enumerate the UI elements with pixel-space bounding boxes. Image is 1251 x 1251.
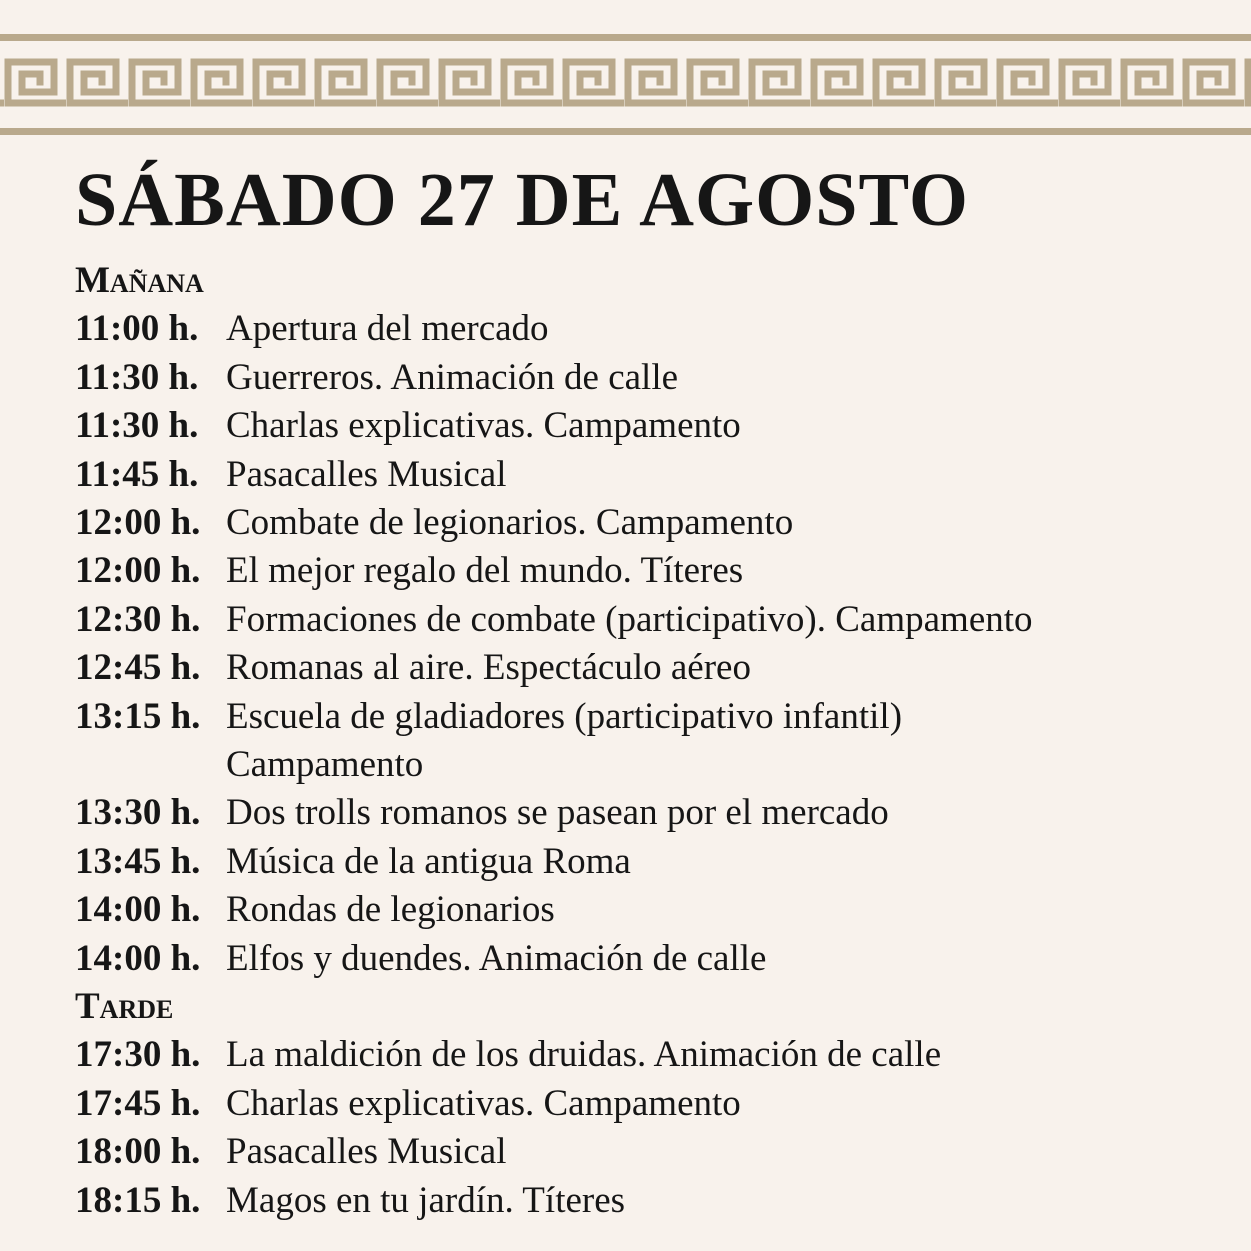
schedule-row bbox=[75, 305, 1225, 353]
event-time: 14:00 h. bbox=[75, 889, 201, 931]
event-time: 13:15 h. bbox=[75, 695, 201, 737]
event-description: Pasacalles Musical bbox=[226, 1131, 507, 1173]
schedule-row bbox=[75, 1177, 1225, 1225]
greek-key-border-icon bbox=[0, 34, 1251, 135]
event-time: 17:30 h. bbox=[75, 1034, 201, 1076]
schedule-row bbox=[75, 354, 1225, 402]
schedule-row bbox=[75, 547, 1225, 595]
event-description: Charlas explicativas. Campamento bbox=[226, 405, 741, 447]
event-time: 18:15 h. bbox=[75, 1179, 201, 1221]
schedule-row bbox=[75, 451, 1225, 499]
page-title: SÁBADO 27 DE AGOSTO bbox=[75, 158, 969, 242]
schedule bbox=[75, 257, 1225, 1225]
schedule-row bbox=[75, 886, 1225, 934]
event-description: La maldición de los druidas. Animación de calle bbox=[226, 1034, 942, 1076]
schedule-row bbox=[75, 838, 1225, 886]
schedule-row bbox=[75, 402, 1225, 450]
event-description: Charlas explicativas. Campamento bbox=[226, 1082, 741, 1124]
schedule-row bbox=[75, 1031, 1225, 1079]
event-description: Elfos y duendes. Animación de calle bbox=[226, 937, 767, 979]
event-time: 17:45 h. bbox=[75, 1082, 201, 1124]
event-description: Romanas al aire. Espectáculo aéreo bbox=[226, 647, 751, 689]
event-time: 18:00 h. bbox=[75, 1131, 201, 1173]
event-description: Pasacalles Musical bbox=[226, 453, 507, 495]
event-time: 12:00 h. bbox=[75, 550, 201, 592]
schedule-row bbox=[75, 1128, 1225, 1176]
event-description: Música de la antigua Roma bbox=[226, 840, 631, 882]
event-time: 11:30 h. bbox=[75, 405, 199, 447]
event-time: 12:00 h. bbox=[75, 502, 201, 544]
event-time: 12:30 h. bbox=[75, 598, 201, 640]
schedule-row bbox=[75, 596, 1225, 644]
event-description: Combate de legionarios. Campamento bbox=[226, 502, 794, 544]
event-description: Escuela de gladiadores (participativo infantil) Campamento bbox=[226, 695, 903, 786]
section-heading: Tarde bbox=[75, 986, 174, 1028]
event-description: Guerreros. Animación de calle bbox=[226, 356, 679, 398]
event-description: Rondas de legionarios bbox=[226, 889, 555, 931]
event-time: 11:30 h. bbox=[75, 356, 199, 398]
schedule-row bbox=[75, 644, 1225, 692]
event-time: 14:00 h. bbox=[75, 937, 201, 979]
schedule-row bbox=[75, 499, 1225, 547]
event-time: 12:45 h. bbox=[75, 647, 201, 689]
event-time: 13:45 h. bbox=[75, 840, 201, 882]
event-description: Formaciones de combate (participativo). Campamento bbox=[226, 598, 1033, 640]
event-description: Magos en tu jardín. Títeres bbox=[226, 1179, 626, 1221]
event-description: Dos trolls romanos se pasean por el mercado bbox=[226, 792, 889, 834]
event-time: 11:00 h. bbox=[75, 308, 199, 350]
schedule-row bbox=[75, 935, 1225, 983]
schedule-row bbox=[75, 693, 1225, 790]
event-description: El mejor regalo del mundo. Títeres bbox=[226, 550, 744, 592]
schedule-row bbox=[75, 1080, 1225, 1128]
event-description: Apertura del mercado bbox=[226, 308, 549, 350]
section-heading: Mañana bbox=[75, 260, 204, 301]
event-time: 13:30 h. bbox=[75, 792, 201, 834]
event-time: 11:45 h. bbox=[75, 453, 199, 495]
schedule-row bbox=[75, 789, 1225, 837]
